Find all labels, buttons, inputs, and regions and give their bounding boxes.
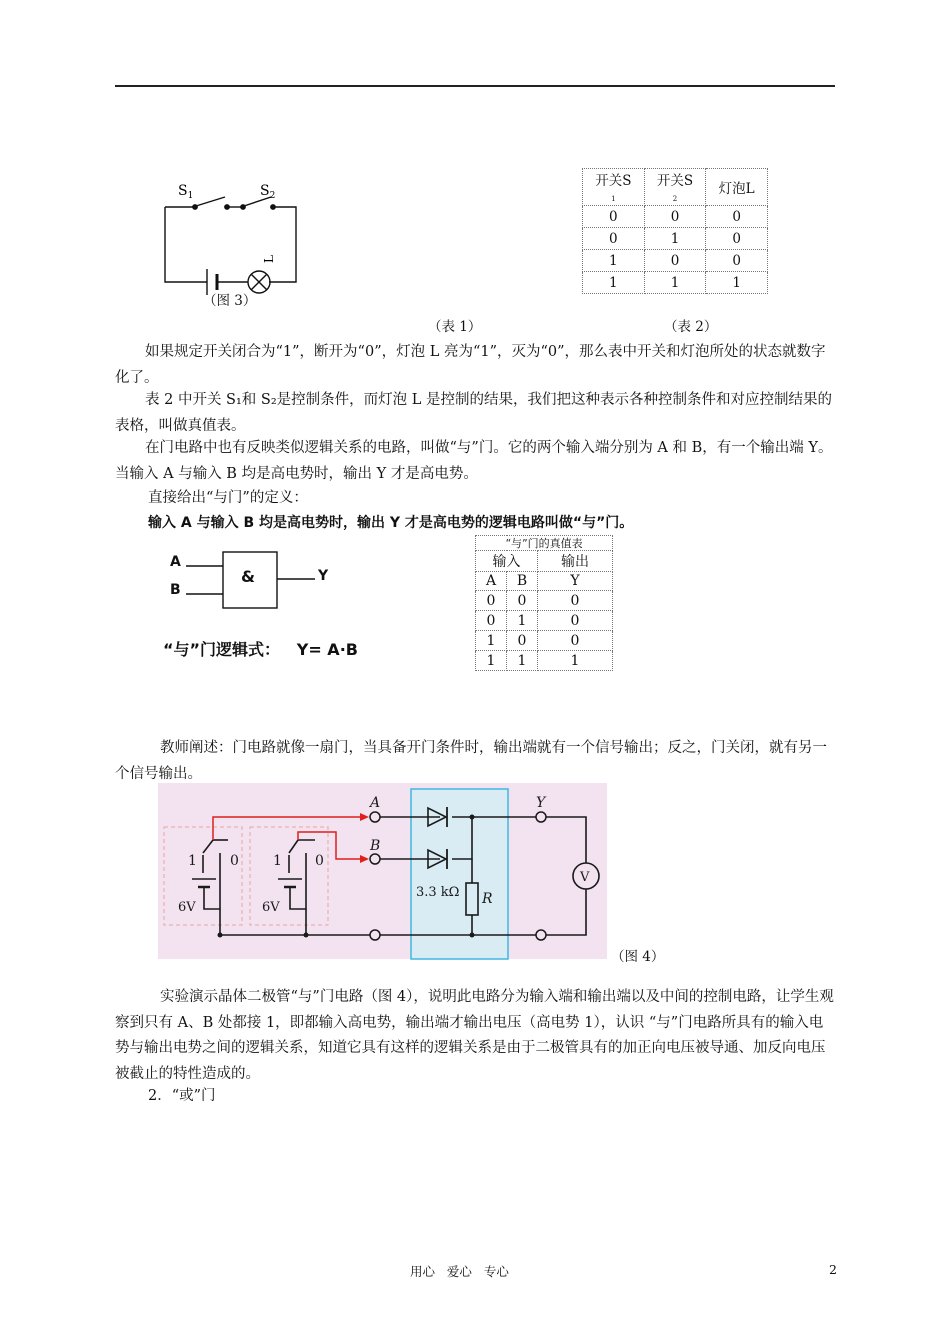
paragraph-teacher-explanation: 教师阐述：门电路就像一扇门，当具备开门条件时，输出端就有一个信号输出；反之，门关闭，就有另一个信号输出。 <box>115 740 827 782</box>
and-gate-truth-table <box>475 535 613 671</box>
table-cell: 0 <box>644 206 706 228</box>
table-cell: 0 <box>507 591 538 611</box>
paragraph-definition-lead: 直接给出“与门”的定义： <box>148 490 308 506</box>
table-cell: 0 <box>706 206 768 228</box>
and-gate-ampersand: & <box>241 567 255 586</box>
switch-s2-label: $S_2$ <box>260 183 276 201</box>
table-row <box>476 591 613 611</box>
switch-1-off-label: 0 <box>230 853 239 869</box>
table-row <box>583 206 768 228</box>
figure-4-caption: （图 4） <box>611 949 665 965</box>
and-table-title: “与”门的真值表 <box>476 536 613 551</box>
footer-motto: 用心 爱心 专心 <box>410 1264 509 1279</box>
table-cell: 0 <box>644 250 706 272</box>
page-number: 2 <box>829 1262 837 1277</box>
table-2-header-s1: 开关S 1 <box>583 169 645 206</box>
figure-3-caption: （图 3） <box>203 293 257 309</box>
table-cell: 0 <box>538 591 613 611</box>
and-table-header-a: A <box>476 572 507 591</box>
table-cell: 1 <box>476 631 507 651</box>
and-table-input-group: 输入 <box>476 551 538 572</box>
table-cell: 1 <box>644 228 706 250</box>
section-heading-or-gate: 2．“或”门 <box>148 1088 216 1104</box>
switch-2-off-label: 0 <box>315 853 324 869</box>
paragraph-experiment-description: 实验演示晶体二极管“与”门电路（图 4），说明此电路分为输入端和输出端以及中间的控制电路，让学生观察到只有 A、B 处都接 1，即都输入高电势，输出端才输出电压（高电势 1），认识 “与”门电路所具有的输入电势与输出电势之间的逻辑关系，知道它具有这样的逻辑关系是由于二极管具有的加正向电压被导通、加反向电压被截止的特性造成的。 <box>115 989 834 1082</box>
table-cell: 1 <box>583 250 645 272</box>
paragraph-and-gate-intro: 在门电路中也有反映类似逻辑关系的电路，叫做“与”门。它的两个输入端分别为 A 和 B，有一个输出端 Y。当输入 A 与输入 B 均是高电势时，输出 Y 才是高电势。 <box>115 440 833 482</box>
paragraph-digitize: 如果规定开关闭合为“1”，断开为“0”，灯泡 L 亮为“1”，灭为“0”，那么表中开关和灯泡所处的状态就数字化了。 <box>115 344 826 386</box>
and-input-a-label: A <box>170 554 181 570</box>
table-2-header-s2: 开关S 2 <box>644 169 706 206</box>
and-table-output-group: 输出 <box>538 551 613 572</box>
lamp-label: L <box>262 255 276 263</box>
header-rule <box>115 85 835 87</box>
table-row <box>583 272 768 294</box>
table-cell: 0 <box>583 228 645 250</box>
table-cell: 0 <box>476 611 507 631</box>
and-logic-formula: “与”门逻辑式： Y= A·B <box>163 640 358 659</box>
table-cell: 0 <box>538 611 613 631</box>
table-2-truth-table <box>582 168 768 294</box>
table-cell: 1 <box>507 651 538 671</box>
table-cell: 1 <box>476 651 507 671</box>
and-output-y-label: Y <box>318 568 329 584</box>
table-cell: 1 <box>644 272 706 294</box>
table-cell: 1 <box>507 611 538 631</box>
table-cell: 0 <box>507 631 538 651</box>
input-a-label: A <box>370 795 381 811</box>
table-1-caption: （表 1） <box>428 319 482 335</box>
and-table-header-y: Y <box>538 572 613 591</box>
table-cell: 0 <box>538 631 613 651</box>
input-b-label: B <box>370 838 381 854</box>
series-circuit-diagram <box>155 175 315 305</box>
table-row <box>583 228 768 250</box>
and-input-b-label: B <box>170 582 181 598</box>
and-table-header-b: B <box>507 572 538 591</box>
table-cell: 0 <box>706 250 768 272</box>
output-y-label: Y <box>536 795 546 811</box>
table-2-caption: （表 2） <box>664 319 718 335</box>
table-row <box>583 250 768 272</box>
resistance-value: 3.3 kΩ <box>416 885 460 900</box>
and-gate-definition: 输入 A 与输入 B 均是高电势时，输出 Y 才是高电势的逻辑电路叫做“与”门。 <box>148 515 634 531</box>
switch-1-on-label: 1 <box>188 853 197 869</box>
paragraph-truth-table-definition: 表 2 中开关 S₁和 S₂是控制条件，而灯泡 L 是控制的结果，我们把这种表示各种控制条件和对应控制结果的表格，叫做真值表。 <box>115 392 832 434</box>
diode-and-gate-circuit <box>158 783 607 959</box>
voltmeter-symbol: V <box>580 870 590 885</box>
switch-s1-label: $S_1$ <box>178 183 194 201</box>
table-row <box>476 651 613 671</box>
table-cell: 0 <box>583 206 645 228</box>
table-cell: 1 <box>583 272 645 294</box>
battery-2-label: 6V <box>262 900 280 915</box>
battery-1-label: 6V <box>178 900 196 915</box>
control-circuit-box <box>411 789 508 959</box>
table-cell: 0 <box>706 228 768 250</box>
figure-4 <box>158 783 607 959</box>
table-2-header-lamp: 灯泡L <box>706 169 768 206</box>
table-row <box>476 631 613 651</box>
resistor-label: R <box>482 891 493 907</box>
table-cell: 1 <box>706 272 768 294</box>
table-cell: 0 <box>476 591 507 611</box>
table-row <box>476 611 613 631</box>
switch-2-on-label: 1 <box>273 853 282 869</box>
table-cell: 1 <box>538 651 613 671</box>
